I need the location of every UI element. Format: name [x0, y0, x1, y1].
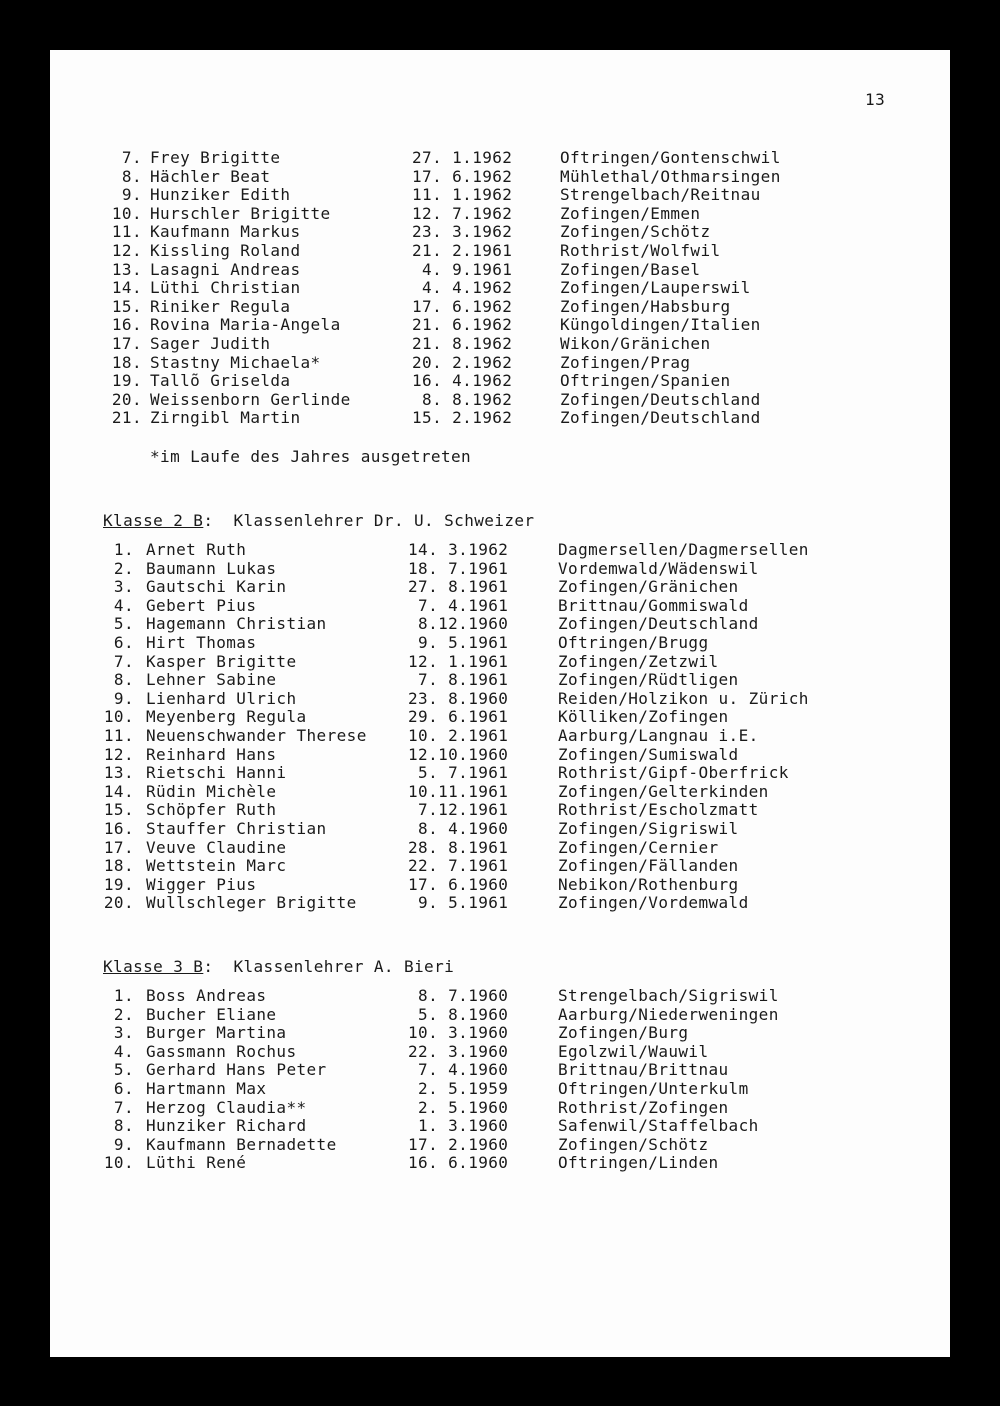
- birth-date: 17. 2.1960: [408, 1134, 509, 1154]
- row-number: 20.: [103, 893, 134, 913]
- birth-date: 2. 5.1960: [408, 1097, 509, 1117]
- row-number: 9.: [121, 185, 142, 205]
- student-name: Sager Judith: [150, 333, 271, 353]
- student-name: Zirngibl Martin: [150, 408, 301, 428]
- birth-date: 27. 8.1961: [408, 577, 509, 597]
- birth-date: 22. 3.1960: [408, 1041, 509, 1061]
- birth-date: 17. 6.1962: [412, 166, 513, 186]
- student-name: Kaufmann Bernadette: [146, 1134, 337, 1154]
- row-number: 18.: [103, 856, 134, 876]
- birth-date: 16. 6.1960: [408, 1153, 509, 1173]
- birth-date: 10.11.1961: [408, 781, 509, 801]
- birth-date: 4. 4.1962: [412, 278, 513, 298]
- place-of-origin: Zofingen/Sumiswald: [558, 744, 739, 764]
- place-of-origin: Brittnau/Brittnau: [558, 1060, 729, 1080]
- student-name: Wigger Pius: [146, 874, 257, 894]
- place-of-origin: Oftringen/Gontenschwil: [560, 148, 781, 167]
- student-name: Hunziker Richard: [146, 1116, 307, 1136]
- row-number: 15.: [103, 800, 134, 820]
- student-name: Gassmann Rochus: [146, 1041, 297, 1061]
- birth-date: 5. 7.1961: [408, 763, 509, 783]
- place-of-origin: Zofingen/Rüdtligen: [558, 670, 739, 690]
- row-number: 16.: [103, 818, 134, 838]
- row-number: 6.: [113, 1078, 134, 1098]
- row-number: 18.: [111, 352, 142, 372]
- student-name: Hurschler Brigitte: [150, 203, 331, 223]
- birth-date: 20. 2.1962: [412, 352, 513, 372]
- place-of-origin: Wikon/Gränichen: [560, 333, 711, 353]
- birth-date: 1. 3.1960: [408, 1116, 509, 1136]
- row-number: 15.: [111, 296, 142, 316]
- row-number: 7.: [113, 651, 134, 671]
- place-of-origin: Zofingen/Habsburg: [560, 296, 731, 316]
- student-name: Stauffer Christian: [146, 818, 327, 838]
- birth-date: 7.12.1961: [408, 800, 509, 820]
- row-number: 20.: [111, 389, 142, 409]
- place-of-origin: Zofingen/Deutschland: [560, 389, 761, 409]
- birth-date: 4. 9.1961: [412, 259, 513, 279]
- place-of-origin: Zofingen/Cernier: [558, 837, 719, 857]
- place-of-origin: Zofingen/Emmen: [560, 203, 701, 223]
- birth-date: 29. 6.1961: [408, 707, 509, 727]
- row-number: 9.: [113, 1134, 134, 1154]
- student-name: Gebert Pius: [146, 595, 257, 615]
- student-name: Rovina Maria-Angela: [150, 315, 341, 335]
- row-number: 14.: [103, 781, 134, 801]
- section-heading-2b: [103, 511, 534, 530]
- place-of-origin: Zofingen/Fällanden: [558, 856, 739, 876]
- student-name: Lüthi Christian: [150, 278, 301, 298]
- birth-date: 27. 1.1962: [412, 148, 513, 167]
- row-number: 21.: [111, 408, 142, 428]
- birth-date: 10. 2.1961: [408, 725, 509, 745]
- place-of-origin: Mühlethal/Othmarsingen: [560, 166, 781, 186]
- birth-date: 7. 8.1961: [408, 670, 509, 690]
- place-of-origin: Küngoldingen/Italien: [560, 315, 761, 335]
- place-of-origin: Oftringen/Linden: [558, 1153, 719, 1173]
- row-number: 10.: [103, 707, 134, 727]
- student-name: Lüthi René: [146, 1153, 247, 1173]
- birth-date: 21. 8.1962: [412, 333, 513, 353]
- birth-date: 7. 4.1961: [408, 595, 509, 615]
- colon: :: [203, 511, 234, 530]
- place-of-origin: Oftringen/Spanien: [560, 371, 731, 391]
- row-number: 7.: [121, 148, 142, 167]
- student-name: Tallõ Griselda: [150, 371, 291, 391]
- class-label: Klasse 2 B: [103, 511, 204, 530]
- student-name: Reinhard Hans: [146, 744, 277, 764]
- student-name: Veuve Claudine: [146, 837, 287, 857]
- row-number: 17.: [111, 333, 142, 353]
- colon: :: [203, 957, 234, 976]
- row-number: 3.: [113, 577, 134, 597]
- place-of-origin: Zofingen/Basel: [560, 259, 701, 279]
- place-of-origin: Rothrist/Wolfwil: [560, 240, 721, 260]
- birth-date: 11. 1.1962: [412, 185, 513, 205]
- place-of-origin: Aarburg/Niederweningen: [558, 1004, 779, 1024]
- row-number: 12.: [103, 744, 134, 764]
- row-number: 11.: [103, 725, 134, 745]
- student-name: Gerhard Hans Peter: [146, 1060, 327, 1080]
- birth-date: 12.10.1960: [408, 744, 509, 764]
- student-name: Herzog Claudia**: [146, 1097, 307, 1117]
- place-of-origin: Zofingen/Schötz: [558, 1134, 709, 1154]
- student-name: Bucher Eliane: [146, 1004, 277, 1024]
- row-number: 11.: [111, 222, 142, 242]
- place-of-origin: Zofingen/Zetzwil: [558, 651, 719, 671]
- student-name: Hunziker Edith: [150, 185, 291, 205]
- birth-date: 17. 6.1962: [412, 296, 513, 316]
- place-of-origin: Safenwil/Staffelbach: [558, 1116, 759, 1136]
- birth-date: 9. 5.1961: [408, 632, 509, 652]
- birth-date: 21. 2.1961: [412, 240, 513, 260]
- student-name: Lehner Sabine: [146, 670, 277, 690]
- birth-date: 15. 2.1962: [412, 408, 513, 428]
- student-name: Weissenborn Gerlinde: [150, 389, 351, 409]
- row-number: 10.: [103, 1153, 134, 1173]
- student-name: Lienhard Ulrich: [146, 688, 297, 708]
- place-of-origin: Rothrist/Zofingen: [558, 1097, 729, 1117]
- row-number: 6.: [113, 632, 134, 652]
- place-of-origin: Zofingen/Deutschland: [558, 614, 759, 634]
- place-of-origin: Zofingen/Sigriswil: [558, 818, 739, 838]
- birth-date: 7. 4.1960: [408, 1060, 509, 1080]
- place-of-origin: Oftringen/Unterkulm: [558, 1078, 749, 1098]
- row-number: 4.: [113, 1041, 134, 1061]
- student-name: Hartmann Max: [146, 1078, 267, 1098]
- birth-date: 8. 8.1962: [412, 389, 513, 409]
- place-of-origin: Brittnau/Gommiswald: [558, 595, 749, 615]
- place-of-origin: Nebikon/Rothenburg: [558, 874, 739, 894]
- student-name: Hächler Beat: [150, 166, 271, 186]
- row-number: 7.: [113, 1097, 134, 1117]
- student-name: Meyenberg Regula: [146, 707, 307, 727]
- student-name: Kissling Roland: [150, 240, 301, 260]
- student-name: Frey Brigitte: [150, 148, 281, 167]
- place-of-origin: Zofingen/Vordemwald: [558, 893, 749, 913]
- student-name: Wettstein Marc: [146, 856, 287, 876]
- row-number: 2.: [113, 1004, 134, 1024]
- section-heading-3b: [103, 957, 454, 976]
- birth-date: 17. 6.1960: [408, 874, 509, 894]
- row-number: 17.: [103, 837, 134, 857]
- student-name: Baumann Lukas: [146, 558, 277, 578]
- teacher-label: Klassenlehrer A. Bieri: [233, 957, 455, 976]
- place-of-origin: Oftringen/Brugg: [558, 632, 709, 652]
- place-of-origin: Rothrist/Gipf-Oberfrick: [558, 763, 789, 783]
- row-number: 19.: [111, 371, 142, 391]
- birth-date: 10. 3.1960: [408, 1023, 509, 1043]
- birth-date: 8. 4.1960: [408, 818, 509, 838]
- student-name: Kasper Brigitte: [146, 651, 297, 671]
- place-of-origin: Strengelbach/Sigriswil: [558, 986, 779, 1005]
- row-number: 1.: [113, 540, 134, 559]
- footnote: *im Laufe des Jahres ausgetreten: [150, 447, 472, 466]
- row-number: 10.: [111, 203, 142, 223]
- student-name: Wullschleger Brigitte: [146, 893, 357, 913]
- row-number: 8.: [121, 166, 142, 186]
- row-number: 13.: [103, 763, 134, 783]
- birth-date: 5. 8.1960: [408, 1004, 509, 1024]
- page-number: 13: [865, 90, 886, 109]
- place-of-origin: Dagmersellen/Dagmersellen: [558, 540, 809, 559]
- student-name: Lasagni Andreas: [150, 259, 301, 279]
- student-name: Hagemann Christian: [146, 614, 327, 634]
- birth-date: 14. 3.1962: [408, 540, 509, 559]
- birth-date: 16. 4.1962: [412, 371, 513, 391]
- place-of-origin: Zofingen/Schötz: [560, 222, 711, 242]
- birth-date: 22. 7.1961: [408, 856, 509, 876]
- birth-date: 8. 7.1960: [408, 986, 509, 1005]
- student-name: Stastny Michaela*: [150, 352, 321, 372]
- row-number: 4.: [113, 595, 134, 615]
- student-name: Riniker Regula: [150, 296, 291, 316]
- place-of-origin: Vordemwald/Wädenswil: [558, 558, 759, 578]
- place-of-origin: Egolzwil/Wauwil: [558, 1041, 709, 1061]
- student-name: Boss Andreas: [146, 986, 267, 1005]
- place-of-origin: Zofingen/Gelterkinden: [558, 781, 769, 801]
- place-of-origin: Zofingen/Deutschland: [560, 408, 761, 428]
- student-name: Hirt Thomas: [146, 632, 257, 652]
- birth-date: 21. 6.1962: [412, 315, 513, 335]
- place-of-origin: Zofingen/Prag: [560, 352, 691, 372]
- birth-date: 12. 1.1961: [408, 651, 509, 671]
- place-of-origin: Reiden/Holzikon u. Zürich: [558, 688, 809, 708]
- student-name: Gautschi Karin: [146, 577, 287, 597]
- birth-date: 9. 5.1961: [408, 893, 509, 913]
- student-name: Rüdin Michèle: [146, 781, 277, 801]
- row-number: 16.: [111, 315, 142, 335]
- birth-date: 18. 7.1961: [408, 558, 509, 578]
- place-of-origin: Strengelbach/Reitnau: [560, 185, 761, 205]
- student-name: Neuenschwander Therese: [146, 725, 367, 745]
- place-of-origin: Rothrist/Escholzmatt: [558, 800, 759, 820]
- row-number: 8.: [113, 1116, 134, 1136]
- row-number: 13.: [111, 259, 142, 279]
- student-name: Arnet Ruth: [146, 540, 247, 559]
- birth-date: 28. 8.1961: [408, 837, 509, 857]
- row-number: 3.: [113, 1023, 134, 1043]
- document-page: [50, 50, 950, 1357]
- place-of-origin: Zofingen/Gränichen: [558, 577, 739, 597]
- student-name: Kaufmann Markus: [150, 222, 301, 242]
- birth-date: 2. 5.1959: [408, 1078, 509, 1098]
- birth-date: 23. 8.1960: [408, 688, 509, 708]
- row-number: 14.: [111, 278, 142, 298]
- birth-date: 8.12.1960: [408, 614, 509, 634]
- student-name: Rietschi Hanni: [146, 763, 287, 783]
- place-of-origin: Zofingen/Burg: [558, 1023, 689, 1043]
- birth-date: 23. 3.1962: [412, 222, 513, 242]
- student-name: Burger Martina: [146, 1023, 287, 1043]
- class-label: Klasse 3 B: [103, 957, 204, 976]
- row-number: 2.: [113, 558, 134, 578]
- row-number: 1.: [113, 986, 134, 1005]
- teacher-label: Klassenlehrer Dr. U. Schweizer: [233, 511, 535, 530]
- birth-date: 12. 7.1962: [412, 203, 513, 223]
- place-of-origin: Zofingen/Lauperswil: [560, 278, 751, 298]
- row-number: 8.: [113, 670, 134, 690]
- place-of-origin: Aarburg/Langnau i.E.: [558, 725, 759, 745]
- row-number: 5.: [113, 1060, 134, 1080]
- row-number: 9.: [113, 688, 134, 708]
- student-name: Schöpfer Ruth: [146, 800, 277, 820]
- row-number: 12.: [111, 240, 142, 260]
- row-number: 19.: [103, 874, 134, 894]
- row-number: 5.: [113, 614, 134, 634]
- place-of-origin: Kölliken/Zofingen: [558, 707, 729, 727]
